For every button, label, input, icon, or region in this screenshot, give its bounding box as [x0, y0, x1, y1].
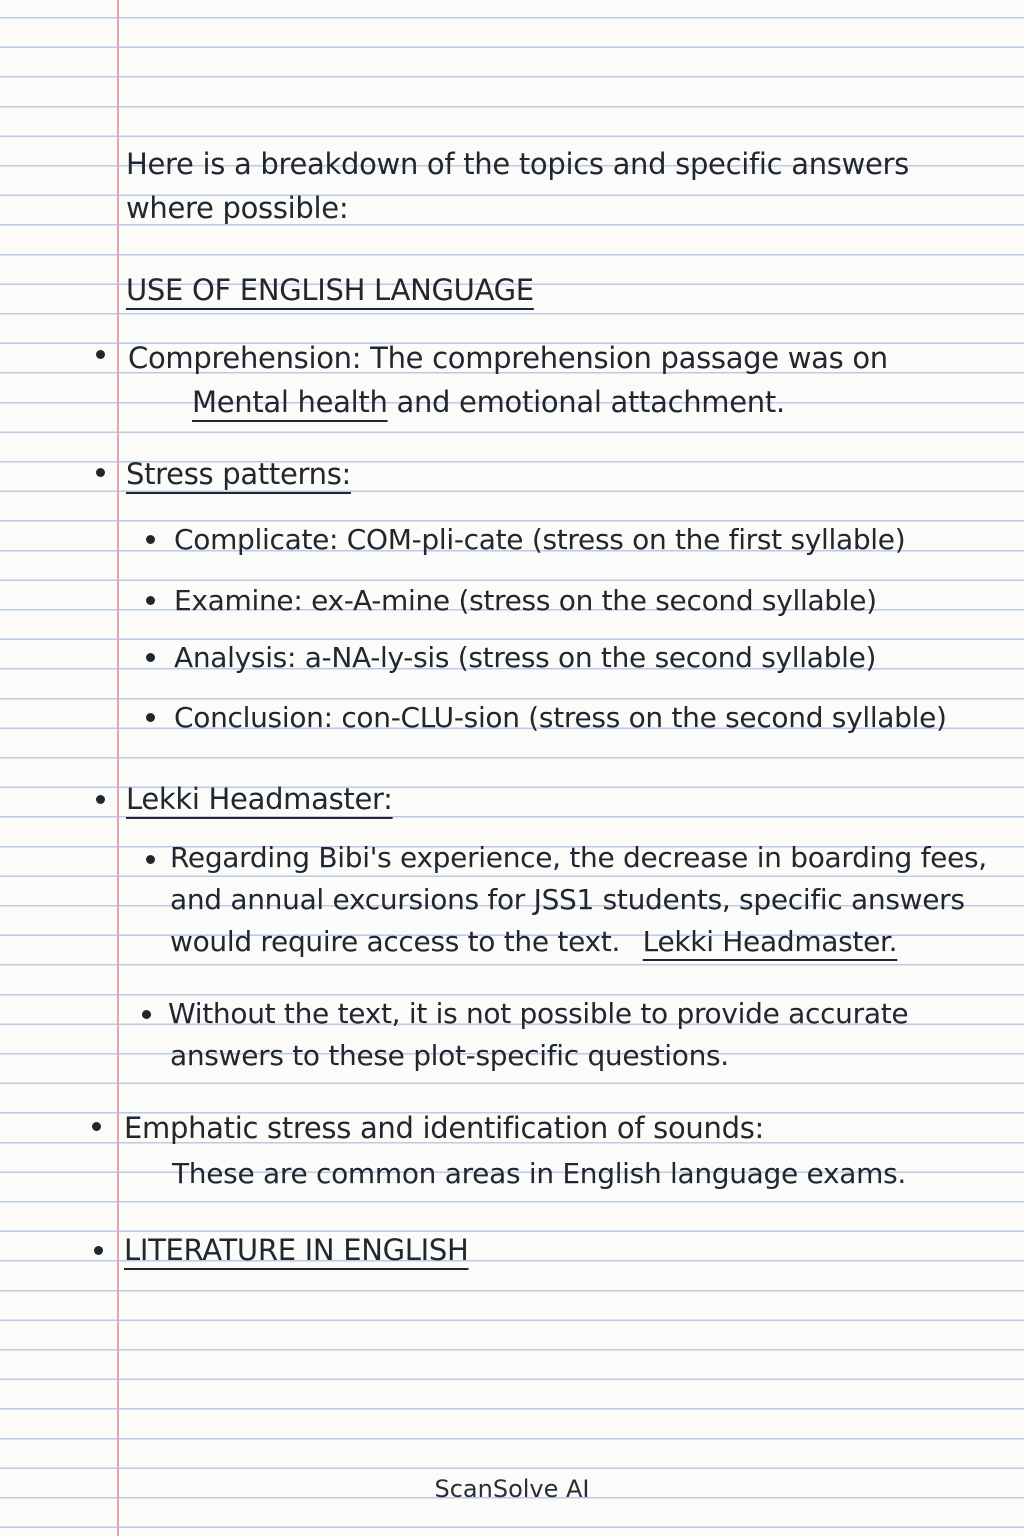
bullet-emphatic-stress	[92, 1122, 101, 1131]
comprehension-line-2	[192, 384, 785, 420]
bullet-lekki-headmaster	[96, 795, 105, 804]
bullet-stress-patterns	[96, 468, 105, 477]
section-heading-literature: LITERATURE IN ENGLISH	[124, 1233, 469, 1267]
bullet-stress-item	[146, 596, 155, 605]
bullet-lekki-item	[146, 855, 155, 864]
bullet-literature	[94, 1246, 103, 1255]
bullet-stress-item	[146, 653, 155, 662]
bullet-stress-item	[146, 713, 155, 722]
comprehension-line-1: Comprehension: The comprehension passage was on	[128, 341, 888, 375]
footer-brand: ScanSolve AI	[434, 1475, 590, 1503]
stress-patterns-heading: Stress patterns:	[126, 457, 351, 491]
section-heading-english: USE OF ENGLISH LANGUAGE	[126, 273, 534, 307]
lekki-item2-line-1: Without the text, it is not possible to provide accurate	[168, 997, 909, 1030]
stress-item-analysis: Analysis: a-NA-ly-sis (stress on the second syllable)	[174, 641, 877, 674]
lekki-item1-text: would require access to the text.	[170, 925, 629, 958]
bullet-lekki-item	[142, 1010, 151, 1019]
lekki-item2-line-2: answers to these plot-specific questions.	[170, 1039, 729, 1072]
lekki-headmaster-heading: Lekki Headmaster:	[126, 782, 393, 816]
intro-line-2: where possible:	[126, 191, 349, 225]
stress-item-examine: Examine: ex-A-mine (stress on the second syllable)	[174, 584, 877, 617]
comprehension-rest: and emotional attachment.	[387, 385, 785, 419]
lekki-item1-line-3	[170, 924, 897, 960]
bullet-stress-item	[146, 535, 155, 544]
lekki-item1-line-1: Regarding Bibi's experience, the decrease in boarding fees,	[170, 841, 987, 874]
emphatic-stress-heading: Emphatic stress and identification of sounds:	[124, 1111, 764, 1145]
stress-item-complicate: Complicate: COM-pli-cate (stress on the first syllable)	[174, 523, 906, 556]
margin-line	[117, 0, 119, 1536]
lekki-item1-line-2: and annual excursions for JSS1 students, specific answers	[170, 883, 965, 916]
lekki-item1-reference: Lekki Headmaster.	[642, 925, 898, 958]
stress-item-conclusion: Conclusion: con-CLU-sion (stress on the second syllable)	[174, 701, 947, 734]
comprehension-topic: Mental health	[192, 385, 388, 419]
emphatic-stress-body: These are common areas in English language exams.	[172, 1157, 906, 1190]
bullet-comprehension	[96, 350, 105, 359]
intro-line-1: Here is a breakdown of the topics and specific answers	[126, 147, 909, 181]
